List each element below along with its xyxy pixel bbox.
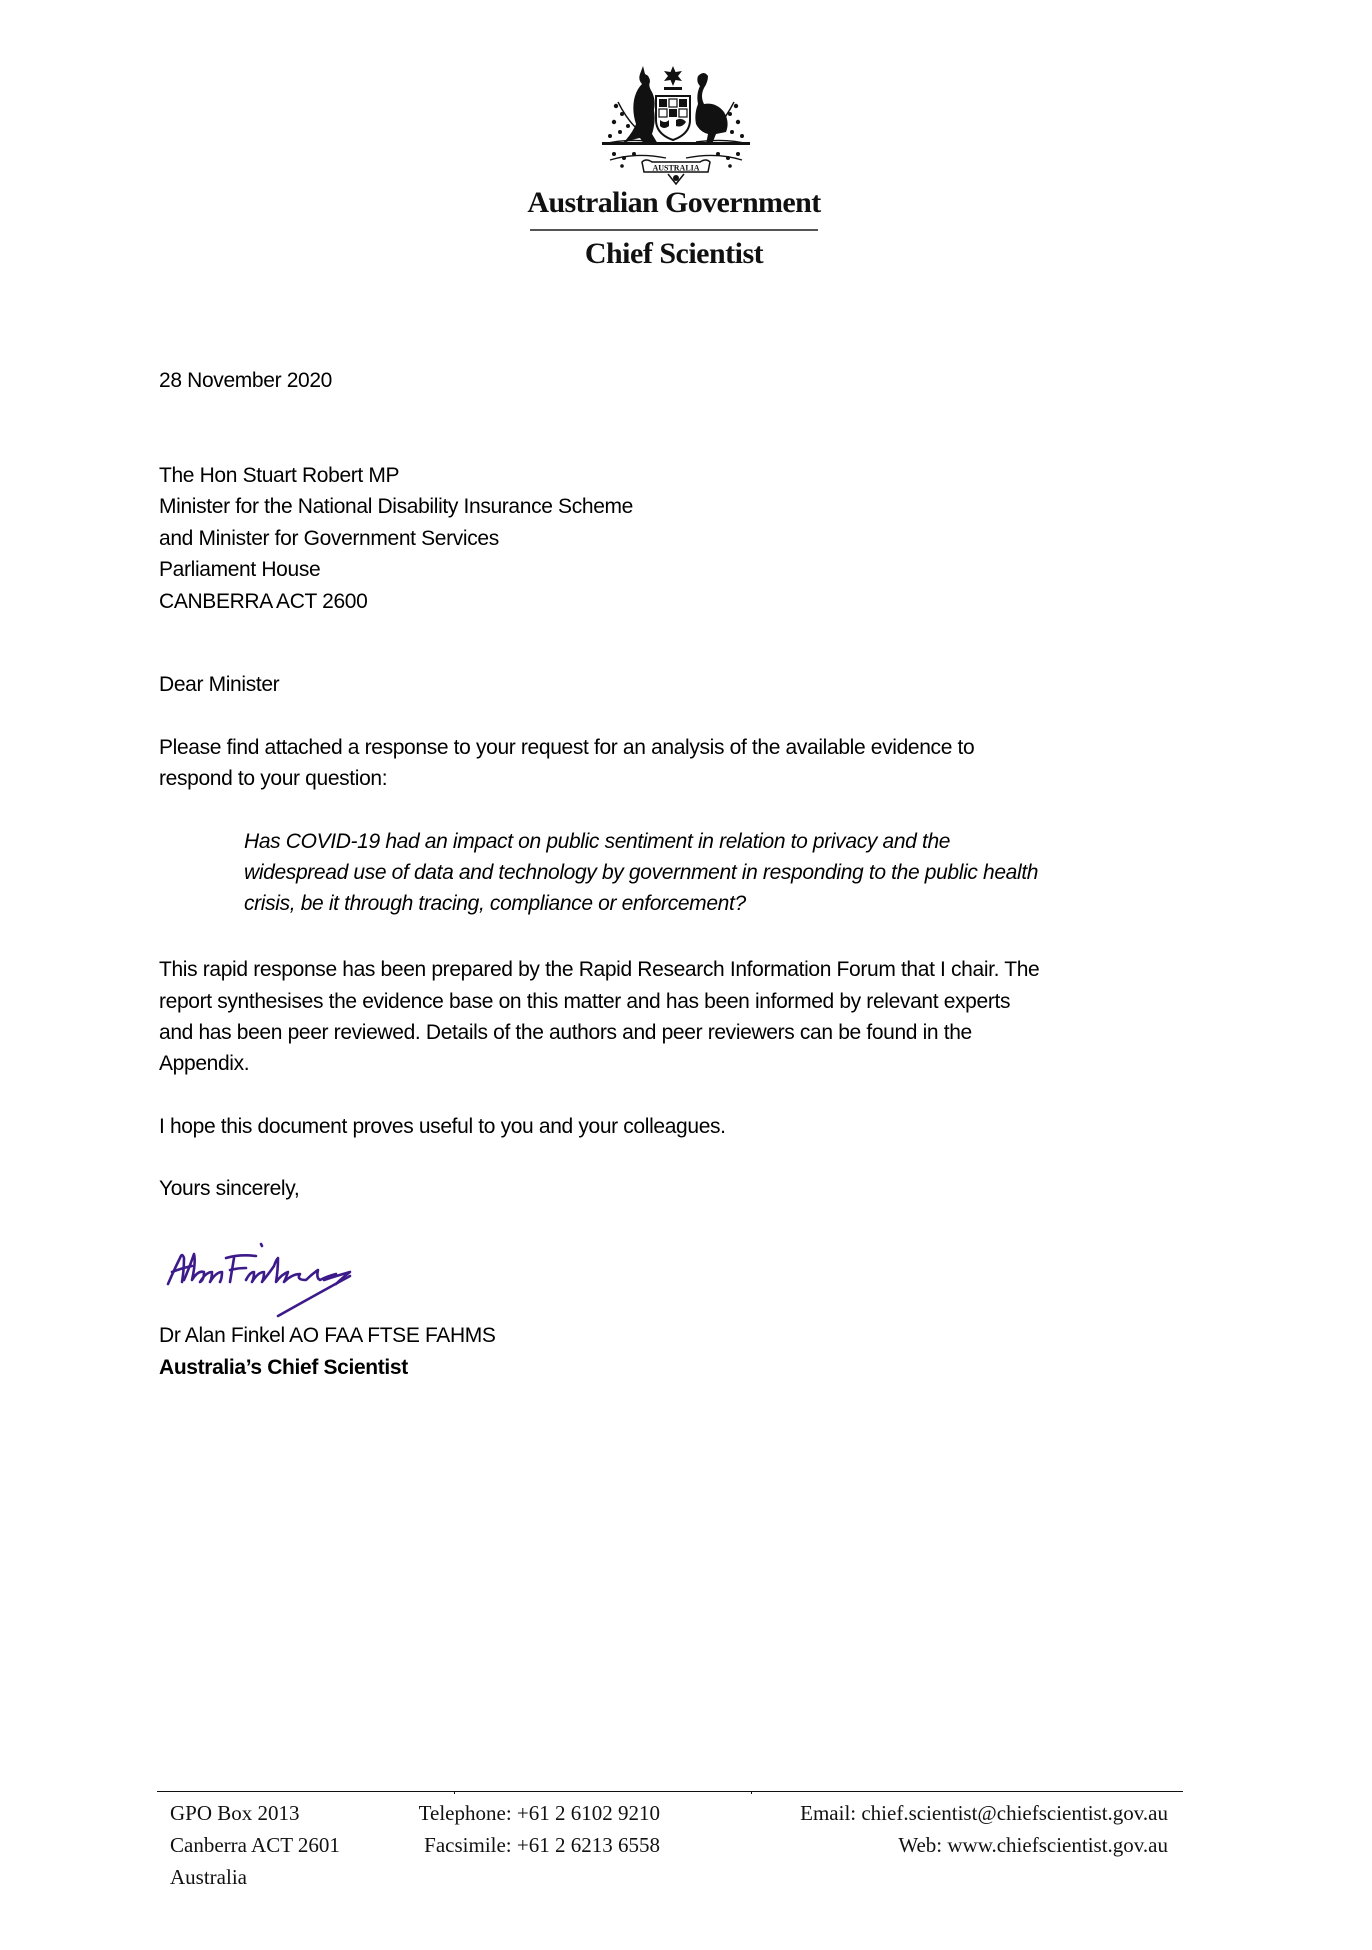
recipient-line: The Hon Stuart Robert MP (159, 464, 400, 487)
closing-line: I hope this document proves useful to you and your colleagues. (159, 1115, 726, 1138)
recipient-line: Minister for the National Disability Insurance Scheme (159, 495, 633, 518)
department-name: Chief Scientist (584, 237, 764, 270)
footer-divider-tick (454, 1791, 455, 1794)
organisation-name: Australian Government (527, 186, 821, 219)
facsimile-number: Facsimile: +61 2 6213 6558 (424, 1833, 660, 1857)
crest-motto: AUSTRALIA (652, 163, 700, 173)
footer-divider-tick (751, 1791, 752, 1794)
paragraph-line: report synthesises the evidence base on this matter and has been informed by relevant experts (159, 990, 1011, 1013)
paragraph-line: respond to your question: (159, 767, 388, 790)
quote-line: Has COVID-19 had an impact on public sentiment in relation to privacy and the (244, 830, 951, 853)
postal-address-line: Canberra ACT 2601 (170, 1833, 340, 1857)
paragraph-line: This rapid response has been prepared by the Rapid Research Information Forum that I chair. The (159, 958, 1040, 981)
coat-of-arms-icon (596, 62, 756, 186)
footer-divider (157, 1791, 1183, 1792)
emu-icon (695, 73, 727, 144)
handwritten-signature-icon (160, 1236, 420, 1326)
paragraph-line: and has been peer reviewed. Details of the authors and peer reviewers can be found in the (159, 1021, 972, 1044)
signatory-name: Dr Alan Finkel AO FAA FTSE FAHMS (159, 1324, 496, 1347)
sign-off: Yours sincerely, (159, 1177, 300, 1200)
salutation: Dear Minister (159, 673, 280, 696)
signatory-title: Australia’s Chief Scientist (159, 1356, 408, 1379)
website-link[interactable]: Web: www.chiefscientist.gov.au (898, 1833, 1168, 1857)
kangaroo-icon (622, 66, 658, 144)
postal-address-line: GPO Box 2013 (170, 1801, 300, 1825)
quote-line: widespread use of data and technology by government in responding to the public health (244, 861, 1039, 884)
recipient-line: and Minister for Government Services (159, 527, 499, 550)
paragraph-line: Appendix. (159, 1052, 250, 1075)
postal-address-line: Australia (170, 1865, 247, 1889)
letterhead-divider (530, 229, 818, 231)
email-link[interactable]: Email: chief.scientist@chiefscientist.gov.au (800, 1801, 1168, 1825)
recipient-line: CANBERRA ACT 2600 (159, 590, 368, 613)
paragraph-line: Please find attached a response to your request for an analysis of the available evidence to (159, 736, 975, 759)
letter-date: 28 November 2020 (159, 369, 333, 392)
commonwealth-star-icon (664, 66, 682, 86)
recipient-line: Parliament House (159, 558, 321, 581)
telephone-number: Telephone: +61 2 6102 9210 (418, 1801, 660, 1825)
quote-line: crisis, be it through tracing, compliance or enforcement? (244, 892, 746, 915)
